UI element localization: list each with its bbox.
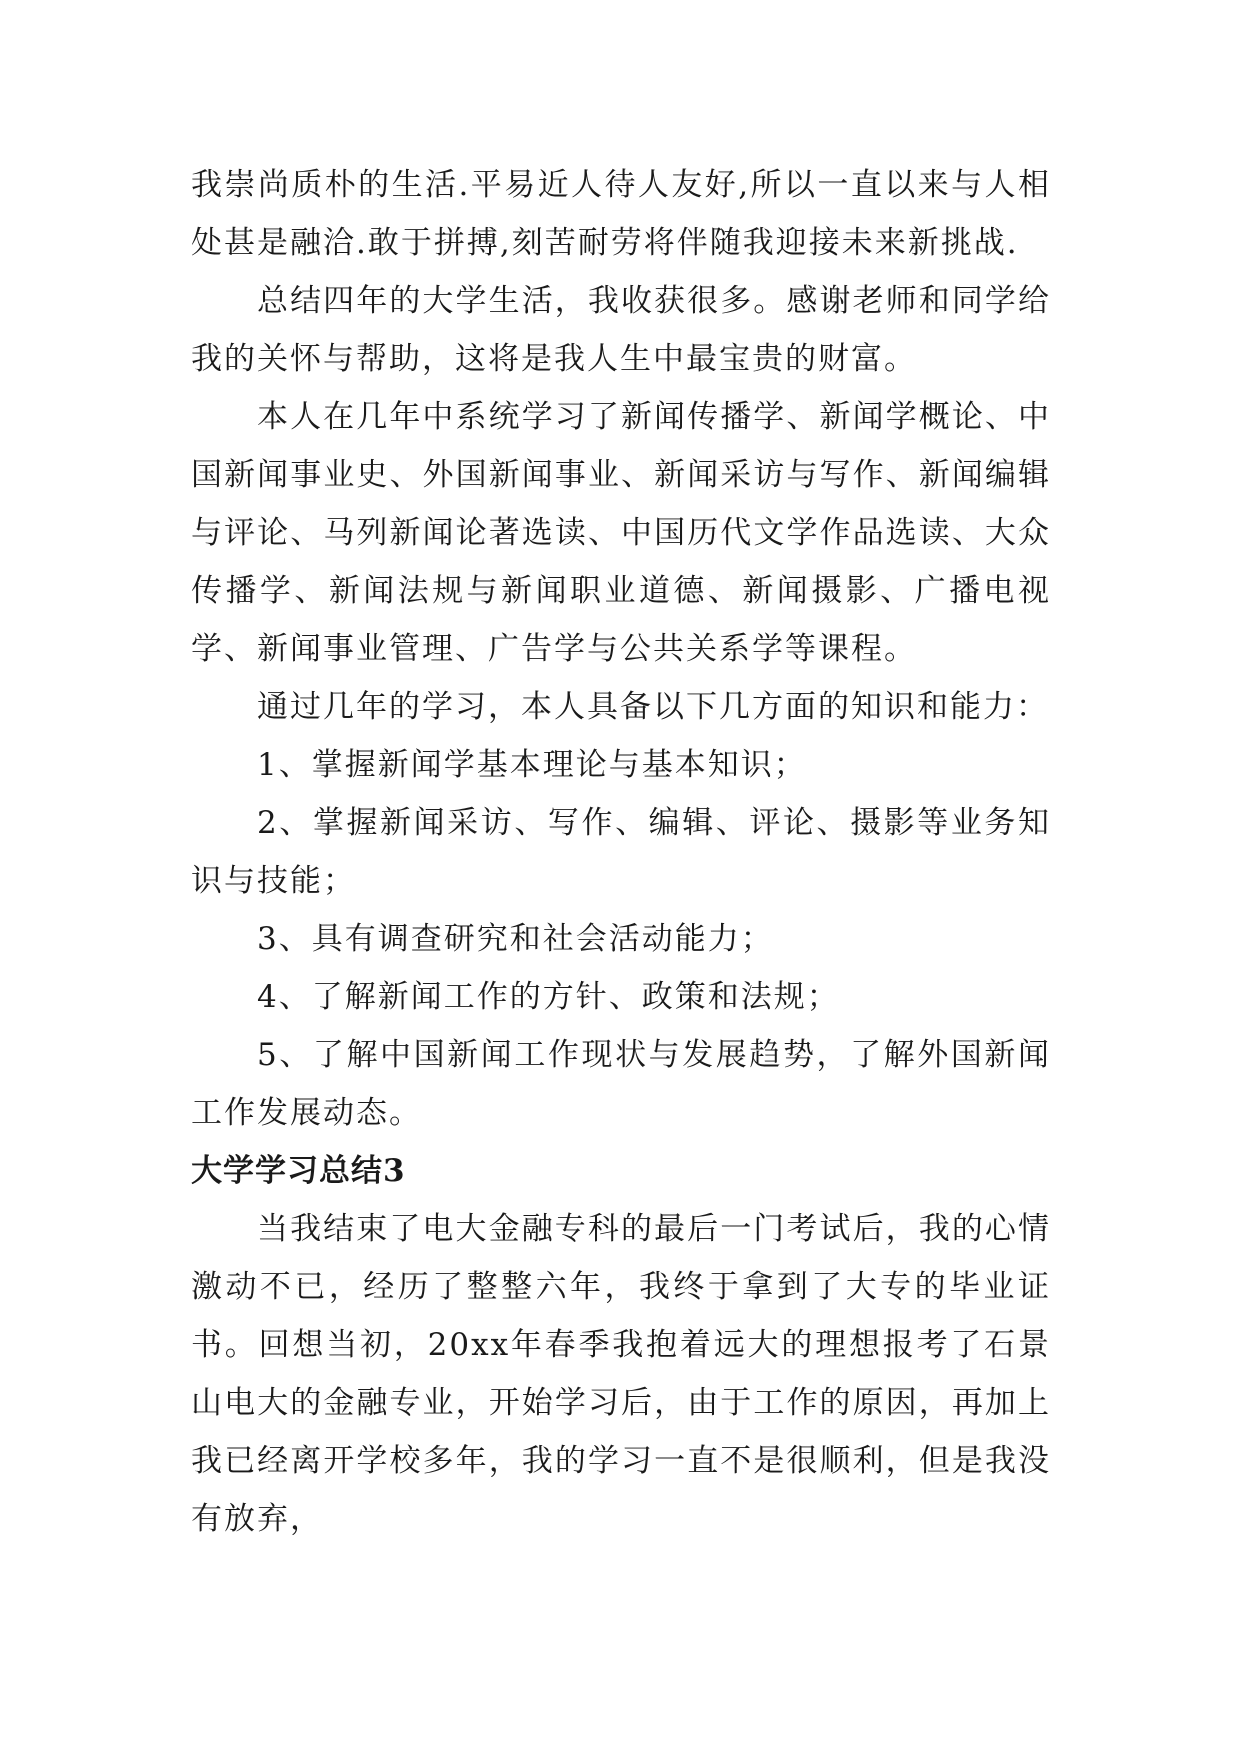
- list-item-1: 1、掌握新闻学基本理论与基本知识；: [257, 747, 807, 783]
- document-page: [191, 156, 1051, 1548]
- paragraph-summary: 总结四年的大学生活，我收获很多。感谢老师和同学给我的关怀与帮助，这将是我人生中最宝贵的财富。: [191, 283, 1051, 377]
- paragraph-courses: 本人在几年中系统学习了新闻传播学、新闻学概论、中国新闻事业史、外国新闻事业、新闻采访与写作、新闻编辑与评论、马列新闻论著选读、中国历代文学作品选读、大众传播学、新闻法规与新闻职业道德、新闻摄影、广播电视学、新闻事业管理、广告学与公共关系学等课程。: [191, 399, 1051, 667]
- list-item-5: 5、了解中国新闻工作现状与发展趋势，了解外国新闻工作发展动态。: [191, 1037, 1051, 1131]
- paragraph-graduation: 当我结束了电大金融专科的最后一门考试后，我的心情激动不已，经历了整整六年，我终于拿到了大专的毕业证书。回想当初，20xx年春季我抱着远大的理想报考了石景山电大的金融专业，开始学习后，由于工作的原因，再加上我已经离开学校多年，我的学习一直不是很顺利，但是我没有放弃，: [191, 1211, 1051, 1537]
- paragraph-abilities-intro: 通过几年的学习，本人具备以下几方面的知识和能力：: [257, 689, 1049, 725]
- list-item-4: 4、了解新闻工作的方针、政策和法规；: [257, 979, 840, 1015]
- paragraph-character: 我崇尚质朴的生活.平易近人待人友好,所以一直以来与人相处甚是融洽.敢于拼搏,刻苦耐劳将伴随我迎接未来新挑战.: [191, 167, 1051, 261]
- list-item-2: 2、掌握新闻采访、写作、编辑、评论、摄影等业务知识与技能；: [191, 805, 1051, 899]
- section-heading: 大学学习总结3: [191, 1153, 406, 1189]
- list-item-3: 3、具有调查研究和社会活动能力；: [257, 921, 774, 957]
